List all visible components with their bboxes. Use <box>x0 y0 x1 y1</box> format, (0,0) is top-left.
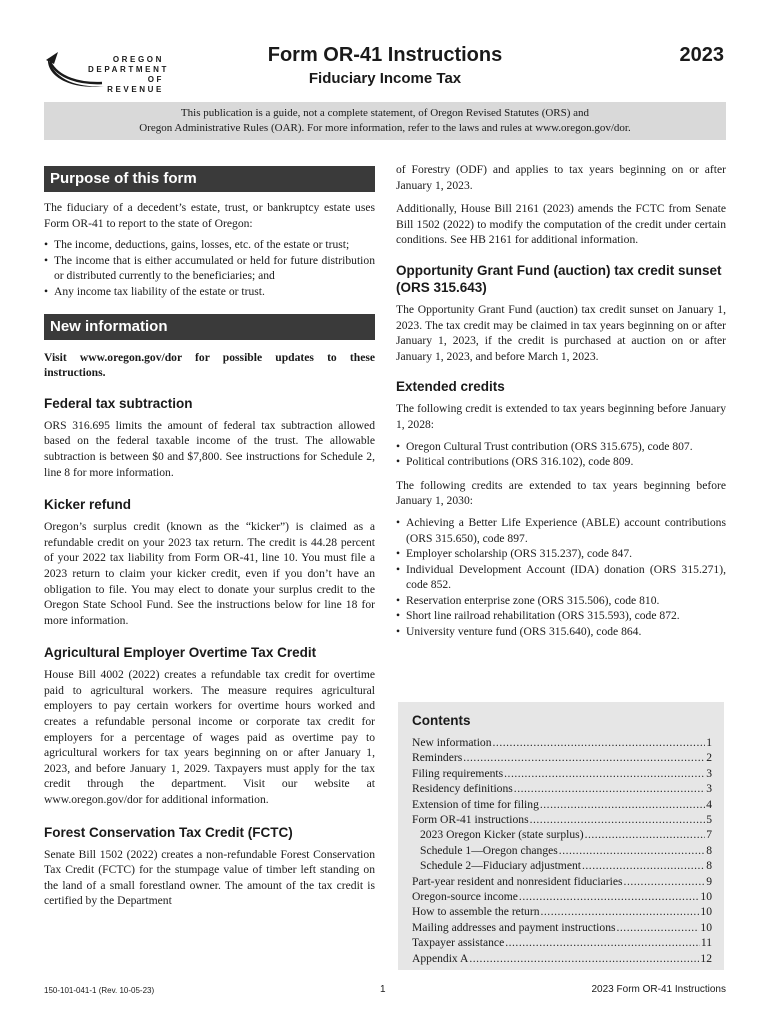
fctc-continued: of Forestry (ODF) and applies to tax years beginning on or after January 1, 2023. <box>396 163 726 192</box>
list-item: • Individual Development Account (IDA) donation (ORS 315.271), code 852. <box>396 562 726 593</box>
notice-line-1: This publication is a guide, not a complete statement, of Oregon Revised Statutes (ORS) and <box>180 107 590 119</box>
fctc-heading: Forest Conservation Tax Credit (FCTC) <box>44 824 293 840</box>
purpose-intro: The fiduciary of a decedent’s estate, trust, or bankruptcy estate uses Form OR-41 to report to the state of Oregon: <box>44 201 375 230</box>
list-item: • The income, deductions, gains, losses, etc. of the estate or trust; <box>44 237 375 253</box>
toc-item-kicker[interactable] <box>412 827 712 842</box>
list-item: • Short line railroad rehabilitation (ORS 315.593), code 872. <box>396 608 726 624</box>
toc-item-form-instructions[interactable] <box>412 812 712 827</box>
list-item: • Employer scholarship (ORS 315.237), code 847. <box>396 546 726 562</box>
toc-item-extension[interactable] <box>412 797 712 812</box>
new-info-visit: Visit www.oregon.gov/dor for possible updates to these instructions. <box>44 350 375 380</box>
hb2161-text: Additionally, House Bill 2161 (2023) amends the FCTC from Senate Bill 1502 (2022) to modify the computation of the credit under certain conditions. See HB 2161 for additional information. <box>396 202 726 247</box>
toc-label: 2023 Oregon Kicker (state surplus) <box>420 828 584 842</box>
toc-label: Reminders <box>412 751 463 765</box>
toc-page: 10 <box>700 890 712 904</box>
kicker-heading: Kicker refund <box>44 497 132 513</box>
agency-line-1: OREGON <box>112 55 164 64</box>
list-item: • Achieving a Better Life Experience (ABLE) account contributions (ORS 315.650), code 897. <box>396 515 726 546</box>
toc-page: 9 <box>706 874 712 888</box>
federal-text: ORS 316.695 limits the amount of federal tax subtraction allowed based on the federal taxable income of the trust. The allowable subtraction is between $0 and $7,800. See instructions for Schedule 2, line 8 for more information. <box>44 418 375 479</box>
toc-page: 2 <box>706 751 712 765</box>
form-code: 150-101-041-1 (Rev. 10-05-23) <box>44 986 155 995</box>
agri-text: House Bill 4002 (2022) creates a refundable tax credit for overtime paid to agricultural workers. The measure requires agricultural employers to pay certain workers for overtime hours worked and creates a refundable personal income or corporate tax credit for employers for a percentage of wages paid as overtime pay to agricultural workers for tax years beginning on or after January 1, 2023, and before January 1, 2029. Taxpayers must apply for the tax credit through the department. Visit our website at www.oregon.gov/dor for additional information. <box>44 668 375 807</box>
page-title: Form OR-41 Instructions <box>267 44 503 66</box>
extended-list-1 <box>396 439 726 470</box>
toc-page: 4 <box>706 797 712 811</box>
ogf-text: The Opportunity Grant Fund (auction) tax credit sunset on January 1, 2023. The tax credit may be claimed in tax years beginning on or after January 1, 2023, if the credit is purchased at auction on or after January 1, 2023, and before March 1, 2023. <box>396 302 726 363</box>
list-item: • University venture fund (ORS 315.640), code 864. <box>396 624 726 640</box>
toc-label: New information <box>412 736 492 749</box>
toc-page: 3 <box>706 782 712 796</box>
toc-label: Appendix A <box>412 951 469 965</box>
purpose-list <box>44 237 375 299</box>
toc-item-filing-requirements[interactable] <box>412 766 712 781</box>
extended-list-2 <box>396 515 726 640</box>
kicker-text: Oregon’s surplus credit (known as the “kicker”) is claimed as a refundable credit on your 2023 tax return. The credit is 44.28 percent of your 2022 tax liability from Form OR-41, line 10. You must file a 2023 return to claim your kicker credit, even if you don’t have an obligation to file. You may elect to donate your surplus credit to the Oregon State School Fund. See the instructions below for line 18 for more information. <box>44 520 375 627</box>
toc-item-schedule-1[interactable] <box>412 843 712 858</box>
list-item: • Oregon Cultural Trust contribution (ORS 315.675), code 807. <box>396 439 726 455</box>
contents-heading: Contents <box>412 713 471 728</box>
list-item: • The income that is either accumulated or held for future distribution or distributed currently to the beneficiaries; and <box>44 253 375 284</box>
toc-label: Form OR-41 instructions <box>412 813 529 827</box>
tax-year: 2023 <box>679 44 724 66</box>
toc-item-new-information[interactable] <box>412 735 712 750</box>
toc-item-appendix-a[interactable] <box>412 951 712 966</box>
list-item: • Reservation enterprise zone (ORS 315.506), code 810. <box>396 593 726 609</box>
left-column <box>44 166 375 909</box>
toc-item-assemble[interactable] <box>412 904 712 919</box>
toc-label: Mailing addresses and payment instructions <box>412 920 616 934</box>
toc-label: Filing requirements <box>412 766 504 780</box>
agency-line-3: OF REVENUE <box>107 75 164 94</box>
list-item: • Political contributions (ORS 316.102), code 809. <box>396 454 726 470</box>
toc-item-schedule-2[interactable] <box>412 858 712 873</box>
toc-item-reminders[interactable] <box>412 750 712 765</box>
toc-page: 8 <box>706 843 712 857</box>
footer-doc-name: 2023 Form OR-41 Instructions <box>591 984 726 995</box>
list-item: • Any income tax liability of the estate or trust. <box>44 284 375 300</box>
extended-intro-1: The following credit is extended to tax years beginning before January 1, 2028: <box>396 402 726 431</box>
toc-page: 12 <box>700 951 712 965</box>
right-column <box>396 162 726 640</box>
agency-line-2: DEPARTMENT <box>88 65 169 74</box>
agency-name <box>88 55 169 95</box>
toc-label: Extension of time for filing <box>412 797 539 811</box>
contents-box <box>398 702 724 970</box>
toc-page: 7 <box>706 828 712 842</box>
toc-page: 11 <box>700 936 712 950</box>
toc-page: 8 <box>706 859 712 873</box>
extended-heading: Extended credits <box>396 379 505 395</box>
toc-page: 3 <box>706 766 712 780</box>
toc-label: Part-year resident and nonresident fiduciaries <box>412 874 623 888</box>
fctc-text: Senate Bill 1502 (2022) creates a non-refundable Forest Conservation Tax Credit (FCTC) for the stumpage value of timber left standing on the land of a small forestland owner. The amount of the tax credit is certified by the Department <box>44 847 375 908</box>
toc-label: Residency definitions <box>412 782 513 796</box>
agri-heading: Agricultural Employer Overtime Tax Credit <box>44 645 317 661</box>
toc-item-residency-definitions[interactable] <box>412 781 712 796</box>
ogf-heading: Opportunity Grant Fund (auction) tax credit sunset (ORS 315.643) <box>396 262 722 295</box>
toc-label: Taxpayer assistance <box>412 936 505 950</box>
toc-label: Schedule 2—Fiduciary adjustment <box>420 859 581 873</box>
toc-page: 1 <box>706 736 712 749</box>
extended-intro-2: The following credits are extended to tax years beginning before January 1, 2030: <box>396 478 726 508</box>
toc-page: 10 <box>700 905 712 919</box>
toc-label: How to assemble the return <box>412 905 540 919</box>
page-subtitle: Fiduciary Income Tax <box>308 70 462 87</box>
notice-line-2: Oregon Administrative Rules (OAR). For more information, refer to the laws and rules at www.oregon.gov/dor. <box>139 122 631 134</box>
page-number: 1 <box>380 984 386 995</box>
toc-label: Oregon-source income <box>412 890 518 904</box>
toc-page: 10 <box>700 920 712 934</box>
toc-label: Schedule 1—Oregon changes <box>420 843 558 857</box>
toc-item-mailing[interactable] <box>412 920 712 935</box>
purpose-heading: Purpose of this form <box>44 166 375 192</box>
toc-item-oregon-source[interactable] <box>412 889 712 904</box>
new-info-heading: New information <box>44 314 375 340</box>
toc-item-assistance[interactable] <box>412 935 712 950</box>
federal-heading: Federal tax subtraction <box>44 395 193 411</box>
disclaimer-notice <box>44 102 726 140</box>
toc-item-part-year[interactable] <box>412 874 712 889</box>
toc-page: 5 <box>706 813 712 827</box>
